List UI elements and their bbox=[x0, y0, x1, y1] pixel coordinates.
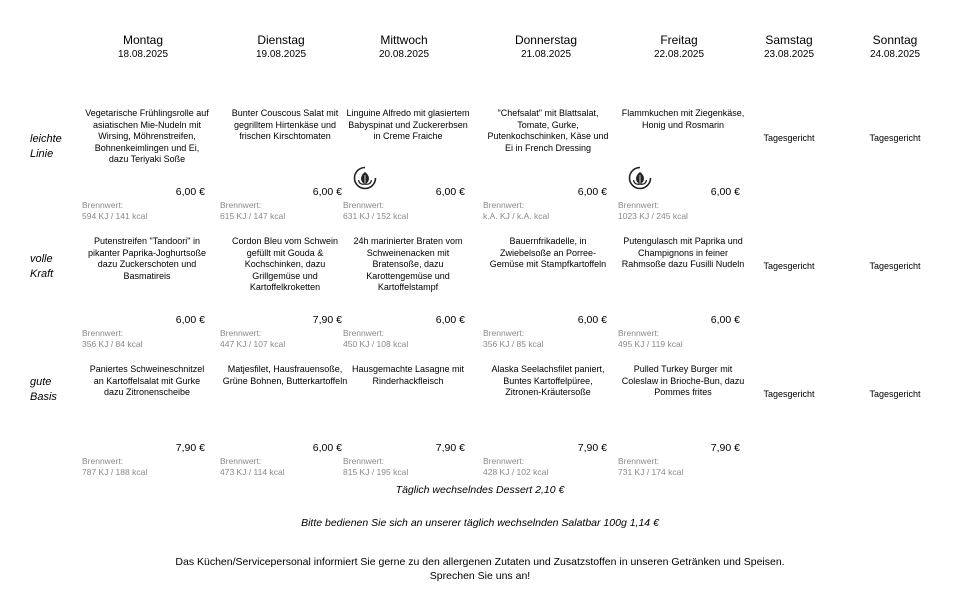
dish-price: 6,00 € bbox=[710, 186, 740, 198]
dish-price: 6,00 € bbox=[577, 186, 607, 198]
energy-label: Brennwert: bbox=[343, 456, 385, 466]
day-name: Dienstag bbox=[257, 33, 305, 47]
energy-value: 450 KJ / 108 kcal bbox=[343, 339, 409, 349]
energy-label: Brennwert: bbox=[220, 328, 262, 338]
dish-price: 6,00 € bbox=[312, 442, 342, 454]
dish-description: Hausgemachte Lasagne mit Rinderhackfleisch bbox=[351, 364, 465, 386]
allergen-note: Das Küchen/Servicepersonal informiert Sie gerne zu den allergenen Zutaten und Zusatzstoffen in unseren Getränken und Speisen. bbox=[175, 556, 785, 568]
day-name: Mittwoch bbox=[380, 33, 428, 47]
energy-value: 787 KJ / 188 kcal bbox=[82, 467, 148, 477]
energy-value: 631 KJ / 152 kcal bbox=[343, 211, 409, 221]
energy-label: Brennwert: bbox=[82, 456, 124, 466]
energy-value: 356 KJ / 85 kcal bbox=[483, 339, 544, 349]
vegetarian-leaf-icon bbox=[627, 165, 653, 191]
day-date: 24.08.2025 bbox=[869, 49, 921, 60]
row-label: Kraft bbox=[30, 268, 54, 280]
day-name: Donnerstag bbox=[514, 33, 578, 47]
dish-price: 6,00 € bbox=[312, 186, 342, 198]
day-date: 19.08.2025 bbox=[255, 49, 307, 60]
day-name: Freitag bbox=[660, 33, 698, 47]
day-date: 21.08.2025 bbox=[520, 49, 572, 60]
salad-bar-note: Bitte bedienen Sie sich an unserer täglich wechselnden Salatbar 100g 1,14 € bbox=[301, 517, 659, 529]
energy-label: Brennwert: bbox=[82, 328, 124, 338]
dish-price: 6,00 € bbox=[435, 186, 465, 198]
vegetarian-leaf-icon bbox=[352, 165, 378, 191]
dish-price: 6,00 € bbox=[577, 314, 607, 326]
daily-dish: Tagesgericht bbox=[763, 261, 815, 271]
day-name: Samstag bbox=[765, 33, 813, 47]
dish-price: 6,00 € bbox=[175, 314, 205, 326]
energy-value: 447 KJ / 107 kcal bbox=[220, 339, 286, 349]
dish-price: 7,90 € bbox=[312, 314, 342, 326]
day-name: Sonntag bbox=[872, 33, 918, 47]
dish-price: 6,00 € bbox=[710, 314, 740, 326]
dish-description: Bauernfrikadelle, in Zwiebelsoße an Porree-Gemüse mit Stampfkartoffeln bbox=[489, 236, 607, 269]
energy-label: Brennwert: bbox=[220, 456, 262, 466]
energy-label: Brennwert: bbox=[220, 200, 262, 210]
energy-label: Brennwert: bbox=[343, 328, 385, 338]
row-label: gute bbox=[30, 376, 52, 388]
daily-dish: Tagesgericht bbox=[869, 261, 921, 271]
energy-label: Brennwert: bbox=[618, 200, 660, 210]
dish-description: Linguine Alfredo mit glasiertem Babyspinat und Zuckererbsen in Creme Fraiche bbox=[346, 108, 470, 141]
energy-value: 731 KJ / 174 kcal bbox=[618, 467, 684, 477]
daily-dish: Tagesgericht bbox=[869, 389, 921, 399]
energy-value: 495 KJ / 119 kcal bbox=[618, 339, 683, 349]
energy-label: Brennwert: bbox=[618, 456, 660, 466]
daily-dish: Tagesgericht bbox=[869, 133, 921, 143]
row-label: leichte bbox=[30, 133, 62, 145]
dish-description: Bunter Couscous Salat mit gegrilltem Hirtenkäse und frischen Kirschtomaten bbox=[231, 108, 339, 141]
dish-price: 7,90 € bbox=[577, 442, 607, 454]
row-label: Basis bbox=[30, 391, 57, 403]
row-label: volle bbox=[30, 253, 53, 265]
dish-price: 7,90 € bbox=[175, 442, 205, 454]
energy-label: Brennwert: bbox=[483, 456, 525, 466]
day-date: 22.08.2025 bbox=[653, 49, 705, 60]
dish-price: 7,90 € bbox=[710, 442, 740, 454]
dish-description: Putengulasch mit Paprika und Champignons in feiner Rahmsoße dazu Fusilli Nudeln bbox=[621, 236, 745, 269]
dish-price: 7,90 € bbox=[435, 442, 465, 454]
dish-description: 24h marinierter Braten vom Schweinenacken mit Bratensoße, dazu Karottengemüse und Kartoffelstampf bbox=[353, 236, 463, 292]
energy-value: 1023 KJ / 245 kcal bbox=[618, 211, 688, 221]
energy-label: Brennwert: bbox=[343, 200, 385, 210]
dish-description: Paniertes Schweineschnitzel an Kartoffelsalat mit Gurke dazu Zitronenscheibe bbox=[89, 364, 205, 397]
dish-description: Matjesfilet, Hausfrauensoße, Grüne Bohnen, Butterkartoffeln bbox=[222, 364, 348, 386]
dish-description: Pulled Turkey Burger mit Coleslaw in Brioche-Bun, dazu Pommes frites bbox=[621, 364, 745, 397]
dish-description: Vegetarische Frühlingsrolle auf asiatischen Mie-Nudeln mit Wirsing, Möhrenstreifen, Bohnenkeimlingen und Ei, dazu Teriyaki Soße bbox=[85, 108, 209, 164]
day-date: 23.08.2025 bbox=[763, 49, 815, 60]
energy-value: 594 KJ / 141 kcal bbox=[82, 211, 148, 221]
row-label: Linie bbox=[30, 148, 54, 160]
energy-value: 356 KJ / 84 kcal bbox=[82, 339, 143, 349]
dessert-note: Täglich wechselndes Dessert 2,10 € bbox=[395, 484, 565, 496]
day-date: 18.08.2025 bbox=[117, 49, 169, 60]
dish-description: "Chefsalat" mit Blattsalat, Tomate, Gurke, Putenkochschinken, Käse und Ei in French Dressing bbox=[487, 108, 609, 153]
energy-value: 428 KJ / 102 kcal bbox=[483, 467, 549, 477]
dish-description: Alaska Seelachsfilet paniert, Buntes Kartoffelpüree, Zitronen-Kräutersoße bbox=[491, 364, 605, 397]
daily-dish: Tagesgericht bbox=[763, 133, 815, 143]
day-name: Montag bbox=[122, 33, 164, 47]
energy-label: Brennwert: bbox=[82, 200, 124, 210]
daily-dish: Tagesgericht bbox=[763, 389, 815, 399]
dish-price: 6,00 € bbox=[435, 314, 465, 326]
energy-value: 473 KJ / 114 kcal bbox=[220, 467, 285, 477]
allergen-note-line2: Sprechen Sie uns an! bbox=[429, 570, 531, 582]
energy-value: 615 KJ / 147 kcal bbox=[220, 211, 286, 221]
dish-description: Flammkuchen mit Ziegenkäse, Honig und Rosmarin bbox=[621, 108, 745, 130]
energy-value: k.A. KJ / k.A. kcal bbox=[483, 211, 550, 221]
dish-price: 6,00 € bbox=[175, 186, 205, 198]
energy-label: Brennwert: bbox=[618, 328, 660, 338]
energy-label: Brennwert: bbox=[483, 328, 525, 338]
energy-label: Brennwert: bbox=[483, 200, 525, 210]
dish-description: Putenstreifen "Tandoori" in pikanter Paprika-Joghurtsoße dazu Zuckerschoten und Basmatireis bbox=[87, 236, 207, 281]
dish-description: Cordon Bleu vom Schwein gefüllt mit Gouda & Kochschinken, dazu Grillgemüse und Kartoffelkroketten bbox=[231, 236, 339, 292]
energy-value: 815 KJ / 195 kcal bbox=[343, 467, 409, 477]
day-date: 20.08.2025 bbox=[378, 49, 430, 60]
